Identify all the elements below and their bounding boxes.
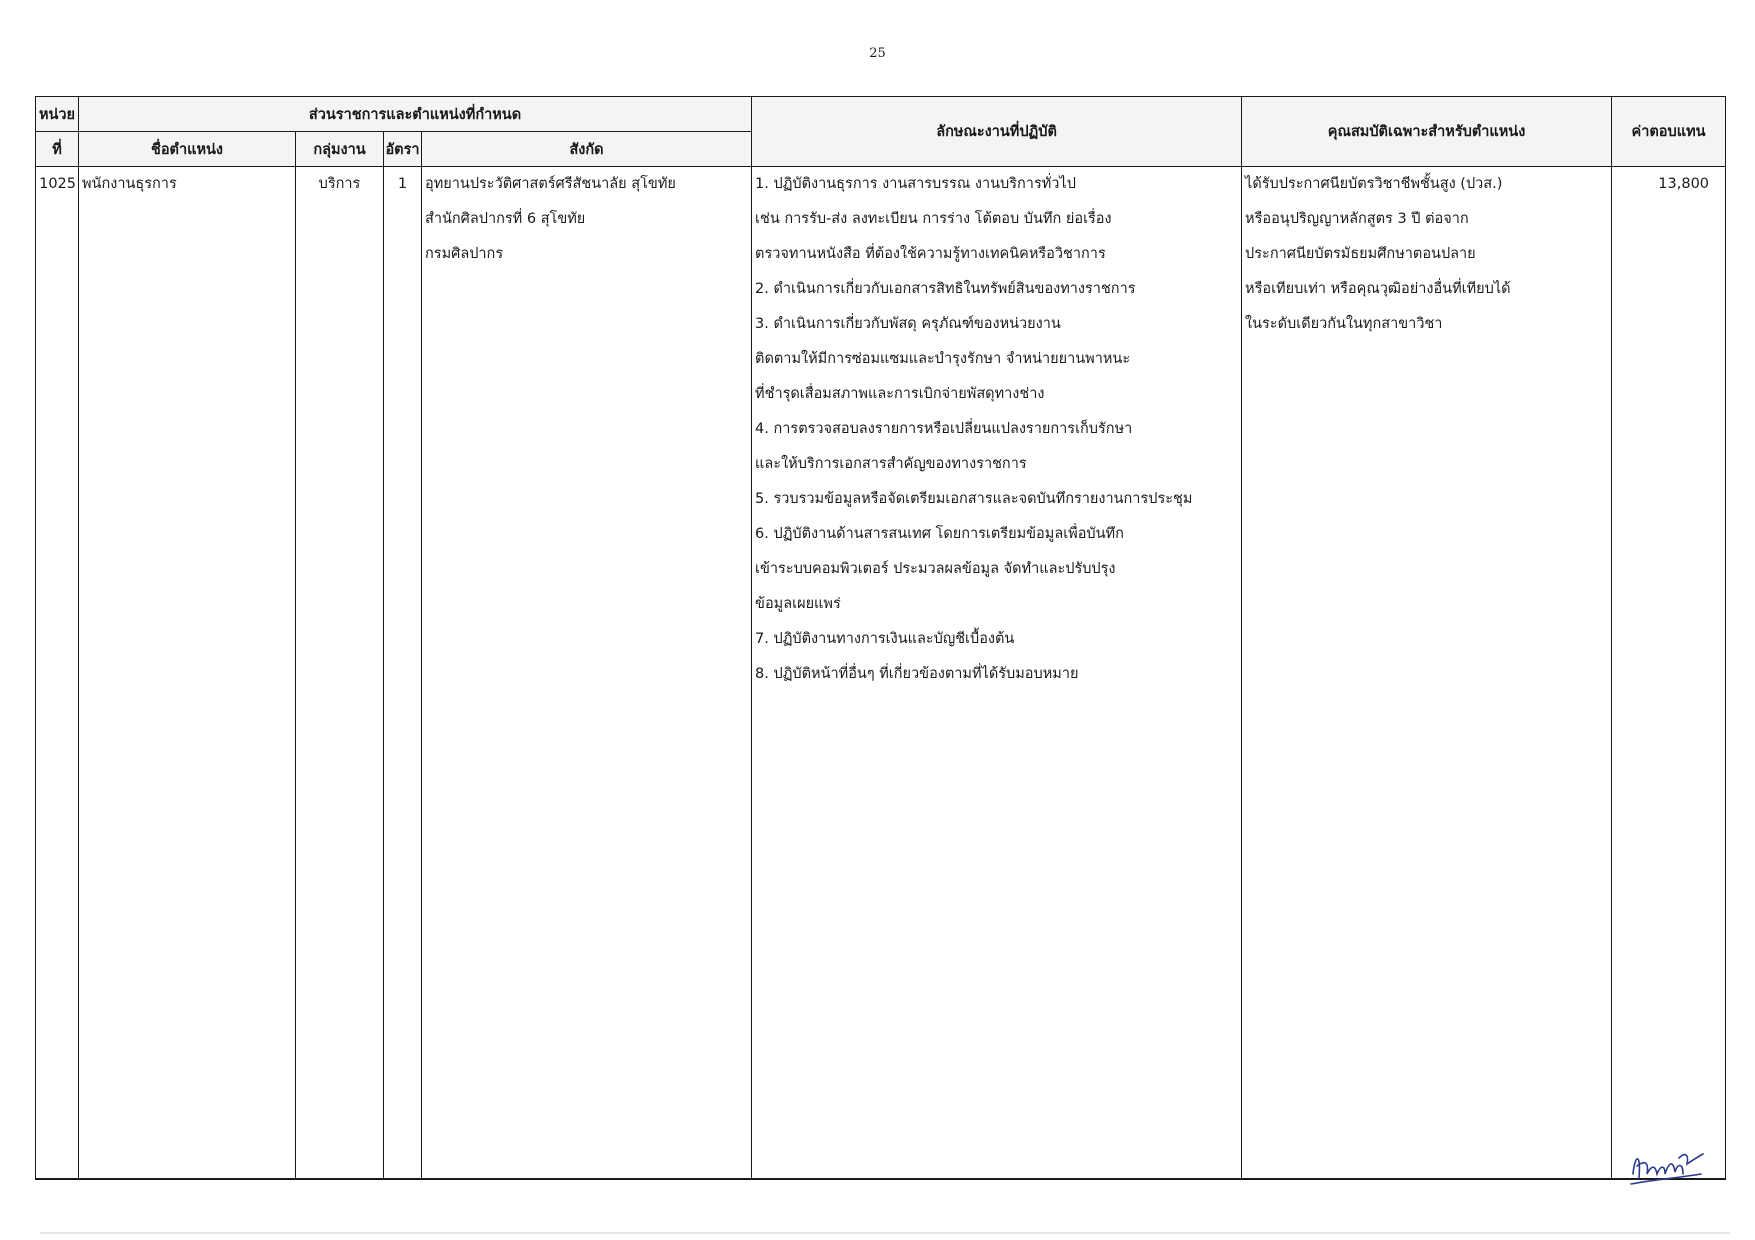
job-nature-line: เข้าระบบคอมพิวเตอร์ ประมวลผลข้อมูล จัดทำและปรับปรุง bbox=[755, 561, 1116, 577]
unit-number: 1025 bbox=[39, 176, 76, 192]
salary-cell bbox=[1612, 167, 1726, 1180]
job-nature-line: 6. ปฏิบัติงานด้านสารสนเทศ โดยการเตรียมข้อมูลเพื่อบันทึก bbox=[755, 526, 1124, 542]
salary-value: 13,800 bbox=[1658, 176, 1710, 192]
job-nature-line: ติดตามให้มีการซ่อมแซมและบำรุงรักษา จำหน่ายยานพาหนะ bbox=[755, 351, 1131, 367]
affiliation-line: สำนักศิลปากรที่ 6 สุโขทัย bbox=[425, 211, 586, 227]
affiliation-line: กรมศิลปากร bbox=[425, 246, 504, 262]
unit-cell bbox=[36, 167, 79, 1180]
job-group-cell bbox=[296, 167, 384, 1180]
rate-value: 1 bbox=[397, 176, 408, 192]
position-table bbox=[35, 96, 1726, 1180]
job-nature-line: ข้อมูลเผยแพร่ bbox=[755, 596, 841, 612]
position-name-cell bbox=[79, 167, 296, 1180]
job-nature-line: 8. ปฏิบัติหน้าที่อื่นๆ ที่เกี่ยวข้องตามที่ได้รับมอบหมาย bbox=[755, 666, 1079, 682]
affiliation-line: อุทยานประวัติศาสตร์ศรีสัชนาลัย สุโขทัย bbox=[425, 176, 676, 192]
header-unit-line1: หน่วย bbox=[36, 97, 79, 132]
job-nature-cell bbox=[752, 167, 1242, 1180]
job-nature-line: 5. รวบรวมข้อมูลหรือจัดเตรียมเอกสารและจดบันทึกรายงานการประชุม bbox=[755, 491, 1193, 507]
job-nature-line: 1. ปฏิบัติงานธุรการ งานสารบรรณ งานบริการทั่วไป bbox=[755, 176, 1076, 192]
position-name: พนักงานธุรการ bbox=[82, 176, 177, 192]
job-nature-line: เช่น การรับ-ส่ง ลงทะเบียน การร่าง โต้ตอบ บันทึก ย่อเรื่อง bbox=[755, 211, 1112, 227]
header-affiliation: สังกัด bbox=[422, 132, 752, 167]
header-unit-line2: ที่ bbox=[36, 132, 79, 167]
header-salary: ค่าตอบแทน bbox=[1612, 97, 1726, 167]
affiliation-cell bbox=[422, 167, 752, 1180]
job-nature-line: และให้บริการเอกสารสำคัญของทางราชการ bbox=[755, 456, 1027, 472]
job-nature-line: 4. การตรวจสอบลงรายการหรือเปลี่ยนแปลงรายการเก็บรักษา bbox=[755, 421, 1133, 437]
header-position-name: ชื่อตำแหน่ง bbox=[79, 132, 296, 167]
qualification-line: ในระดับเดียวกันในทุกสาขาวิชา bbox=[1245, 316, 1443, 332]
job-group: บริการ bbox=[318, 176, 361, 192]
header-rate: อัตรา bbox=[384, 132, 422, 167]
job-nature-line: 3. ดำเนินการเกี่ยวกับพัสดุ ครุภัณฑ์ของหน่วยงาน bbox=[755, 316, 1061, 332]
header-job-nature: ลักษณะงานที่ปฏิบัติ bbox=[752, 97, 1242, 167]
job-nature-line: 2. ดำเนินการเกี่ยวกับเอกสารสิทธิในทรัพย์สินของทางราชการ bbox=[755, 281, 1136, 297]
header-qualifications: คุณสมบัติเฉพาะสำหรับตำแหน่ง bbox=[1242, 97, 1612, 167]
qualifications-cell bbox=[1242, 167, 1612, 1180]
handwritten-signature-icon bbox=[1627, 1144, 1707, 1188]
job-nature-line: ที่ชำรุดเสื่อมสภาพและการเบิกจ่ายพัสดุทางช่าง bbox=[755, 386, 1045, 402]
header-government-section: ส่วนราชการและตำแหน่งที่กำหนด bbox=[79, 97, 752, 132]
rate-cell bbox=[384, 167, 422, 1180]
scan-edge-line bbox=[40, 1232, 1730, 1234]
qualification-line: ได้รับประกาศนียบัตรวิชาชีพชั้นสูง (ปวส.) bbox=[1245, 176, 1503, 192]
header-job-group: กลุ่มงาน bbox=[296, 132, 384, 167]
table-row bbox=[36, 167, 1726, 1180]
job-nature-line: ตรวจทานหนังสือ ที่ต้องใช้ความรู้ทางเทคนิคหรือวิชาการ bbox=[755, 246, 1106, 262]
page-number: 25 bbox=[869, 46, 886, 61]
qualification-line: ประกาศนียบัตรมัธยมศึกษาตอนปลาย bbox=[1245, 246, 1476, 262]
qualification-line: หรือเทียบเท่า หรือคุณวุฒิอย่างอื่นที่เทียบได้ bbox=[1245, 281, 1511, 297]
job-nature-line: 7. ปฏิบัติงานทางการเงินและบัญชีเบื้องต้น bbox=[755, 631, 1015, 647]
qualification-line: หรืออนุปริญญาหลักสูตร 3 ปี ต่อจาก bbox=[1245, 211, 1469, 227]
